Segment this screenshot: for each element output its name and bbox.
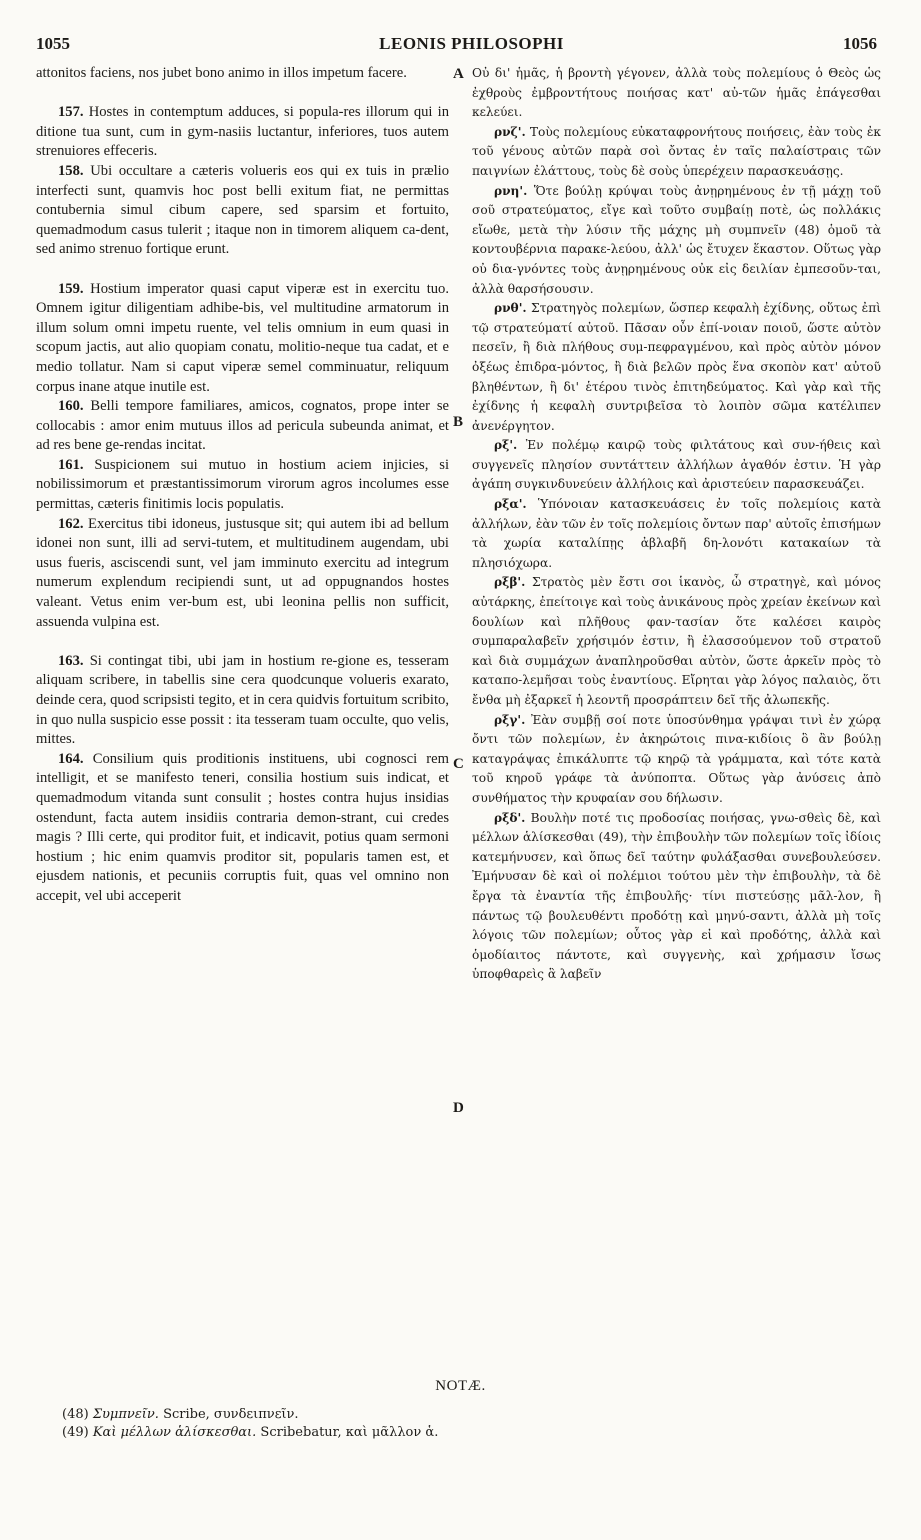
margin-marker-a: A bbox=[453, 66, 464, 82]
margin-marker-d: D bbox=[453, 1100, 464, 1116]
latin-column bbox=[36, 64, 449, 907]
latin-paragraph: 158. Ubi occultare a cæteris volueris eos qui ex tuis in prælio interfecti sunt, quamvis hoc post belli exitum fiat, ne permittas contubernia simul cibum capere, sed sparsim et fortuito, quemadmodum casus tulerit ; itaque non in timorem aliquem ca-dent, sed animo strenuo fortique erunt. bbox=[36, 162, 449, 258]
running-title: LEONIS PHILOSOPHI bbox=[379, 34, 564, 53]
page-number-right: 1056 bbox=[843, 34, 877, 53]
notes-title: NOTÆ. bbox=[435, 1378, 486, 1394]
margin-marker-c: C bbox=[453, 756, 464, 772]
latin-paragraph: attonitos faciens, nos jubet bono animo in illos impetum facere. bbox=[36, 65, 407, 81]
page-header bbox=[36, 34, 907, 58]
latin-paragraph: 160. Belli tempore familiares, amicos, cognatos, prope inter se collocabis : amor enim mutuus illos ad pericula subeunda animat, et ad res bene ge-rendas incitat. bbox=[36, 398, 449, 454]
greek-paragraph: Οὐ δι' ἡμᾶς, ἡ βροντὴ γέγονεν, ἀλλὰ τοὺς πολεμίους ὁ Θεὸς ὡς ἐχθροὺς ἐμβροντήτους ποιήσας κατ' αὐ-τῶν ἡμᾶς ἐπάγεσθαι κελεύει. bbox=[472, 66, 881, 120]
margin-marker-b: B bbox=[453, 414, 464, 430]
latin-paragraph: 157. Hostes in contemptum adduces, si popula-res illorum qui in ditione tua sunt, cum in gym-nasiis luctantur, inferiores, tuos autem strenuiores effeceris. bbox=[36, 104, 449, 160]
footnote: (49) Καὶ μέλλων ἁλίσκεσθαι. Scribebatur, καὶ μᾶλλον ἁ. bbox=[62, 1425, 439, 1440]
footnote: (48) Συμπνεῖν. Scribe, συνδειπνεῖν. bbox=[62, 1407, 299, 1422]
greek-paragraph: ρξδ'. Βουλὴν ποτέ τις προδοσίας ποιήσας, γνω-σθεὶς δὲ, καὶ μέλλων ἁλίσκεσθαι (49), τὴν ἐπιβουλὴν τῶν πολεμίων τοῖς ἰδίοις κατεμήνυσεν, καὶ ὅπως δεῖ ταύτην φυλάξασθαι συνεβουλεύσεν. Ἐμήνυσαν δὲ καὶ οἱ πολέμιοι τούτου μὲν τὴν ἐπιβουλὴν, τὰ δὲ ἔργα τὰ ἐναντία τῆς ἐπιβουλῆς· τίνι πιστεύσῃς μᾶλ-λον, ἢ πάντως τῷ βουλευθέντι προδότῃ καὶ μηνύ-σαντι, ἀλλὰ μὴ τοῖς λόγοις τῶν πολεμίων; οὗτος γὰρ εἰ καὶ προδότης, ἀλλὰ καὶ ὁμοδίαιτος πάντοτε, καὶ συγγενὴς, καὶ χρήμασιν ἴσως ὑποφθαρεὶς ἃ λαβεῖν bbox=[472, 810, 881, 982]
greek-column bbox=[472, 64, 881, 985]
latin-paragraph: 164. Consilium quis proditionis instituens, ubi cognosci rem intelligit, et se manifesto teneri, consilia hostium suis indicat, et quemadmodum vitanda sunt consulit ; hostes contra hujus insidias ostendunt, facta autem insidiis contraria demon-strant, cui credes magis ? Illi certe, qui proditor fuit, et indicavit, potius quam sermoni hostium ; hic enim quamvis proditor sit, popularis tamen est, et ejusdem nationis, et pecuniis corruptis fuit, quas vel omnino non accepit, vel ubi acceperit bbox=[36, 750, 449, 904]
page-number-left: 1055 bbox=[36, 34, 70, 53]
latin-paragraph: 163. Si contingat tibi, ubi jam in hostium re-gione es, tesseram aliquam scribere, in tabellis sine cera quodcunque volueris exarato, deinde cera, quod scripsisti tegito, et in cera quidvis fortuitum scribito, in quo nulla suspicio esse possit : ita tesseram tuam occulte, quo velis, mittes. bbox=[36, 652, 449, 748]
greek-paragraph: ρξα'. Ὑπόνοιαν κατασκευάσεις ἐν τοῖς πολεμίοις κατὰ ἀλλήλων, ἐὰν τῶν ἐν τοῖς πολεμίοις ὄντων παρ' αὐτοῖς ἐπισήμων τὰ χωρία καταλίπῃς ἀβλαβῆ δη-λονότι κατακαίων τὰ πλησιόχωρα. bbox=[472, 497, 881, 570]
greek-paragraph: ρξβ'. Στρατὸς μὲν ἔστι σοι ἱκανὸς, ὦ στρατηγὲ, καὶ μόνος αὐτάρκης, ἐπείτοιγε καὶ τοὺς ἀνικάνους πρὸς χρείαν ἐκείνων καὶ δουλίων καὶ πλῆθους φαν-τασίαν ὅτε καλέσει καιρὸς συμπαραλαβεῖν χρήσιμόν ἐστιν, ἢ ἐλασσούμενον τοῦ στρατοῦ καὶ διὰ συμμάχων ἀναπληροῦσθαι αὐτὸν, ὥστε ἀρκεῖν πρὸς τὸ καταπο-λεμῆσαι τοὺς ἐναντίους. Εἴρηται γὰρ λόγος παλαιὸς, ὅτι ἔνθα μὴ ἐξαρκεῖ ἡ λεοντῆ προσράπτειν δεῖ τῆς ἀλωπεκῆς. bbox=[472, 575, 881, 707]
footnotes bbox=[62, 1406, 881, 1442]
greek-paragraph: ρνθ'. Στρατηγὸς πολεμίων, ὥσπερ κεφαλὴ ἐχίδνης, οὕτως ἐπὶ τῷ στρατεύματί αὐτοῦ. Πᾶσαν οὖν ἐπί-νοιαν ποιοῦ, ὥστε αὐτὸν πεσεῖν, ἢ διὰ πλήθους συμ-πεφραγμένου, καὶ πρὸς αὐτὸν μόνον ὀξέως ἐπιδρα-μόντος, ἢ διὰ βελῶν πρὸς ἕνα σκοπὸν κατ' αὐτοῦ βληθέντων, ἢ δι' ἑτέρου τινὸς ἐπιτηδεύματος. Καὶ γὰρ καὶ τῆς ἐχίδνης ἡ κεφαλὴ συντριβεῖσα τὸ λοιπὸν σῶμα κατέλιπεν ἀνενέργητον. bbox=[472, 301, 881, 433]
latin-paragraph: 162. Exercitus tibi idoneus, justusque sit; qui autem ibi ad bellum idonei non sunt, illi ad servi-tutem, et multitudinem augendam, ubi usus fueris, asciscendi sunt, vel jam imminuto exercitu ad integrum numerum explendum recipiendi sunt, ut ad oppugnandos hostes valeant. Vetus enim ver-bum est, ubi leonina pellis non sufficit, assuenda vulpina est. bbox=[36, 515, 449, 630]
latin-paragraph: 161. Suspicionem sui mutuo in hostium aciem injicies, si nobilissimorum et præstantissimorum virorum agros incolumes esse permittas, cæteris finitimis locis populatis. bbox=[36, 456, 449, 513]
greek-paragraph: ρξ'. Ἐν πολέμῳ καιρῷ τοὺς φιλτάτους καὶ συν-ήθεις καὶ συγγενεῖς πλησίον συντάττειν ἀλλήλων ἀγαθόν ἐστιν. Ἡ γὰρ ἀγάπη συγκινδυνεύειν ἀλλήλοις καὶ ἀριστεύειν παρασκευάζει. bbox=[472, 438, 881, 492]
latin-paragraph: 159. Hostium imperator quasi caput viperæ est in exercitu tuo. Omnem igitur diligentiam adhibe-bis, vel multitudine armatorum in illum solum omni impetu ruente, vel telis omnium in eum quasi in scopum jactis, aut alio quopiam conatu, molitio-neque tua cadat, et e medio tollatur. Nam si caput viperæ semel comminuatur, reliquum corpus inane atque inutile est. bbox=[36, 280, 449, 395]
greek-paragraph: ρξγ'. Ἐὰν συμβῇ σοί ποτε ὑποσύνθημα γράψαι τινὶ ἐν χώρᾳ ὄντι τῶν πολεμίων, ἐν ἀκηρώτοις πινα-κιδίοις ὃ ἂν βούλῃ καταγράψας ἐπικάλυπτε τῷ κηρῷ τὰ γράμματα, καὶ τότε κατὰ τοῦ κηροῦ γράφε τὰ ἀνύποπτα. Οὕτως γὰρ ἀνύσεις ἀπὸ συνθήματος τὴν κρυφαίαν σου δήλωσιν. bbox=[472, 712, 881, 805]
greek-paragraph: ρνζ'. Τοὺς πολεμίους εὐκαταφρονήτους ποιήσεις, ἐὰν τοὺς ἐκ τοῦ γένους αὐτῶν παρὰ σοὶ ὄντας ἐν ταῖς παλαίστραις τῶν παιγνίων ἐλάττους, τοὺς δὲ σοὺς ὑπερέχειν παρασκευάσῃς. bbox=[472, 124, 881, 178]
greek-paragraph: ρνη'. Ὅτε βούλῃ κρύψαι τοὺς ἀνῃρημένους ἐν τῇ μάχῃ τοῦ σοῦ στρατεύματος, εἴγε καὶ τοῦτο συμβαίῃ ποτὲ, ὡς πολλάκις εἴωθε, μετὰ τὴν λύσιν τῆς μάχης μὴ συμπνεῖν (48) ὁμοῦ τὰ κοντουβέρνια παρακε-λεύου, ἀλλ' ὡς ἔτυχεν ἕκαστον. Οὕτως γὰρ οὐ δια-γνόντες τοὺς ἀνῃρημένους οὐκ εἰς δειλίαν ἐμπεσοῦν-ται, ἀλλὰ θαρσήσουσιν. bbox=[472, 183, 881, 296]
